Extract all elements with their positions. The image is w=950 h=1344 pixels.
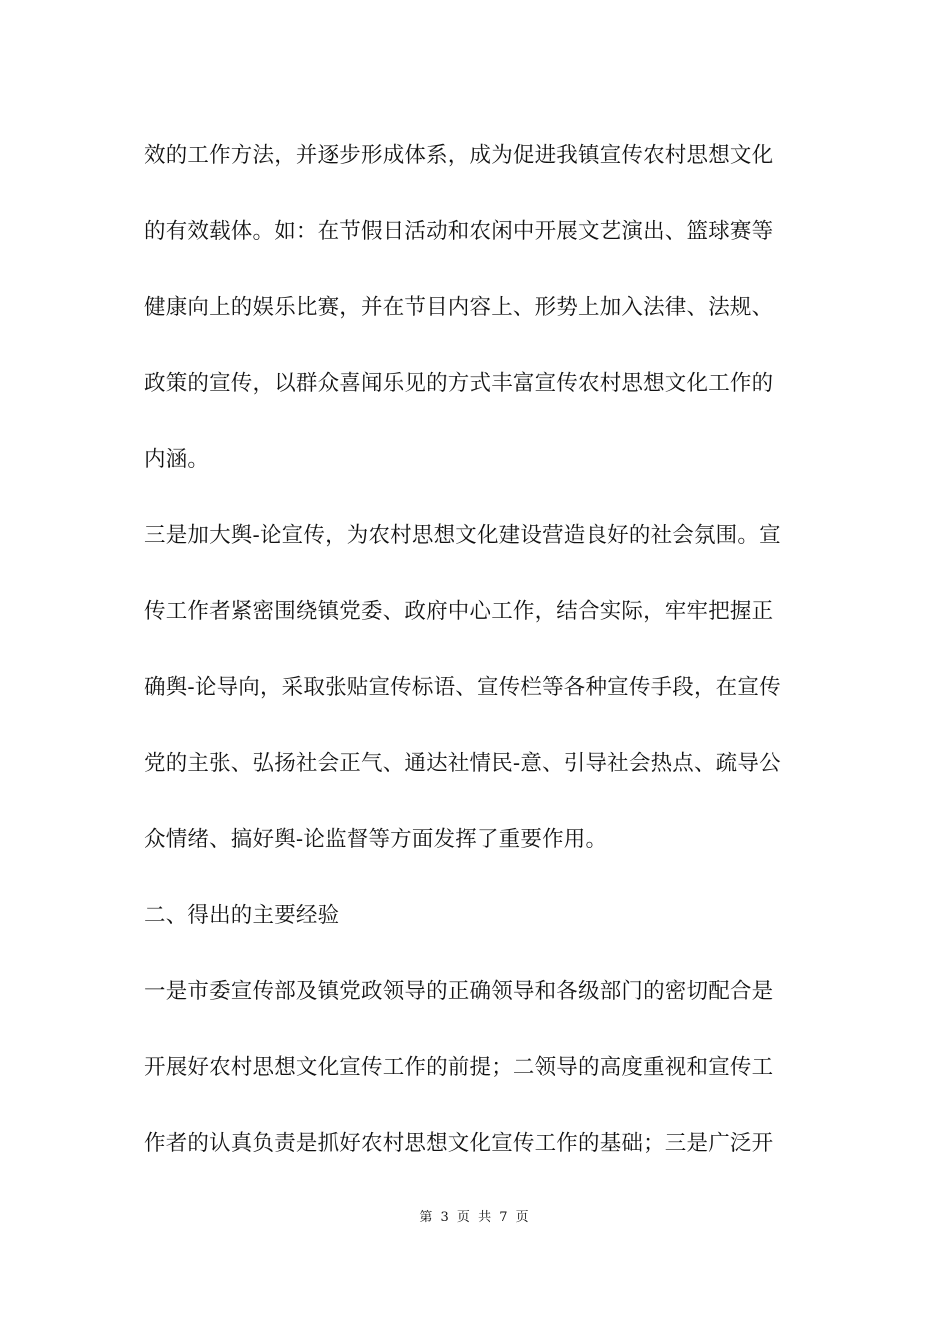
footer-label-ye: 页 — [515, 1210, 531, 1225]
text-line: 开展好农村思想文化宣传工作的前提；二领导的高度重视和宣传工 — [144, 1055, 774, 1080]
text-line: 健康向上的娱乐比赛，并在节目内容上、形势上加入法律、法规、 — [144, 295, 774, 320]
text-line: 党的主张、弘扬社会正气、通达社情民-意、引导社会热点、疏导公 — [144, 751, 781, 776]
text-line: 三是加大舆-论宣传，为农村思想文化建设营造良好的社会氛围。宣 — [144, 523, 781, 548]
text-line: 的有效载体。如：在节假日活动和农闲中开展文艺演出、篮球赛等 — [144, 219, 774, 244]
text-line: 传工作者紧密围绕镇党委、政府中心工作，结合实际，牢牢把握正 — [144, 599, 774, 624]
section-heading: 二、得出的主要经验 — [144, 903, 340, 928]
total-pages-number: 7 — [499, 1210, 510, 1225]
text-line: 众情绪、搞好舆-论监督等方面发挥了重要作用。 — [144, 827, 608, 852]
footer-label-di: 第 — [419, 1210, 435, 1225]
footer-label-gong: 共 — [478, 1210, 494, 1225]
text-line: 一是市委宣传部及镇党政领导的正确领导和各级部门的密切配合是 — [144, 979, 774, 1004]
text-line: 内涵。 — [144, 447, 210, 472]
body-text — [144, 130, 812, 1194]
current-page-number: 3 — [440, 1210, 451, 1225]
text-line: 效的工作方法，并逐步形成体系，成为促进我镇宣传农村思想文化 — [144, 143, 774, 168]
text-line: 政策的宣传，以群众喜闻乐见的方式丰富宣传农村思想文化工作的 — [144, 371, 774, 396]
page-footer — [0, 1206, 950, 1225]
footer-label-ye: 页 — [456, 1210, 472, 1225]
text-line: 确舆-论导向，采取张贴宣传标语、宣传栏等各种宣传手段，在宣传 — [144, 675, 781, 700]
text-line: 作者的认真负责是抓好农村思想文化宣传工作的基础；三是广泛开 — [144, 1131, 774, 1156]
